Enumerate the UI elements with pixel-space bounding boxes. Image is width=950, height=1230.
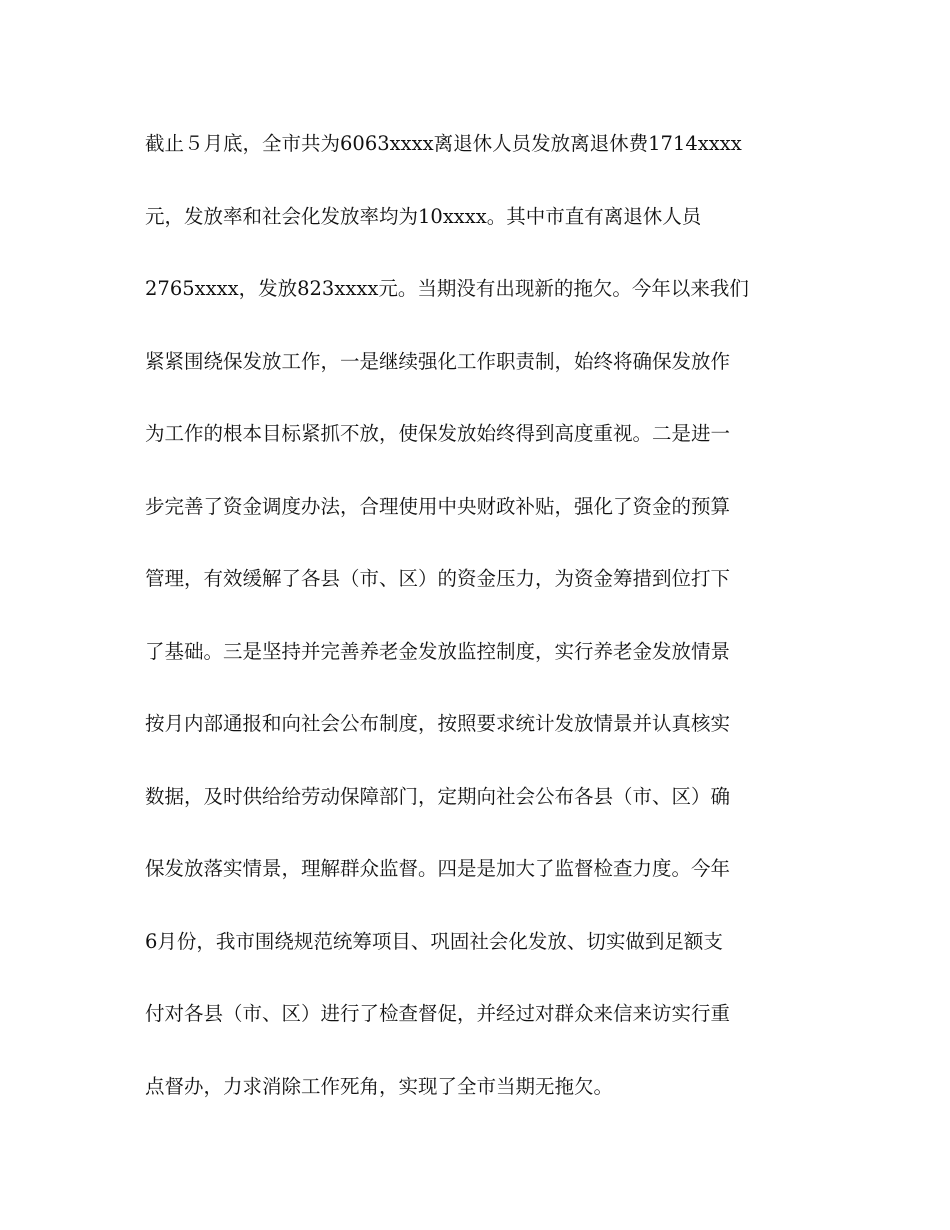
text-line-4: 紧紧围绕保发放工作，一是继续强化工作职责制，始终将确保发放作 [145, 349, 731, 373]
text-line-9: 按月内部通报和向社会公布制度，按照要求统计发放情景并认真核实 [145, 712, 731, 735]
text-line-11: 保发放落实情景，理解群众监督。四是是加大了监督检查力度。今年 [145, 857, 731, 880]
text-line-3: 2765xxxx，发放823xxxx元。当期没有出现新的拖欠。今年以来我们 [145, 277, 749, 300]
body-paragraph [145, 124, 805, 1139]
text-line-5: 为工作的根本目标紧抓不放，使保发放始终得到高度重视。二是进一 [145, 422, 731, 445]
text-line-7: 管理，有效缓解了各县（市、区）的资金压力，为资金筹措到位打下 [145, 567, 731, 590]
text-line-8: 了基础。三是坚持并完善养老金发放监控制度，实行养老金发放情景 [145, 639, 731, 663]
text-line-10: 数据，及时供给给劳动保障部门，定期向社会公布各县（市、区）确 [145, 784, 731, 808]
text-line-13: 付对各县（市、区）进行了检查督促，并经过对群众来信来访实行重 [145, 1002, 731, 1025]
text-line-2: 元，发放率和社会化发放率均为10xxxx。其中市直有离退休人员 [145, 204, 702, 228]
text-line-6: 步完善了资金调度办法，合理使用中央财政补贴，强化了资金的预算 [145, 494, 731, 518]
text-line-12: 6月份，我市围绕规范统筹项目、巩固社会化发放、切实做到足额支 [145, 929, 723, 953]
text-line-14: 点督办，力求消除工作死角，实现了全市当期无拖欠。 [145, 1074, 614, 1098]
text-line-1: 截止５月底，全市共为6063xxxx离退休人员发放离退休费1714xxxx [145, 132, 742, 155]
